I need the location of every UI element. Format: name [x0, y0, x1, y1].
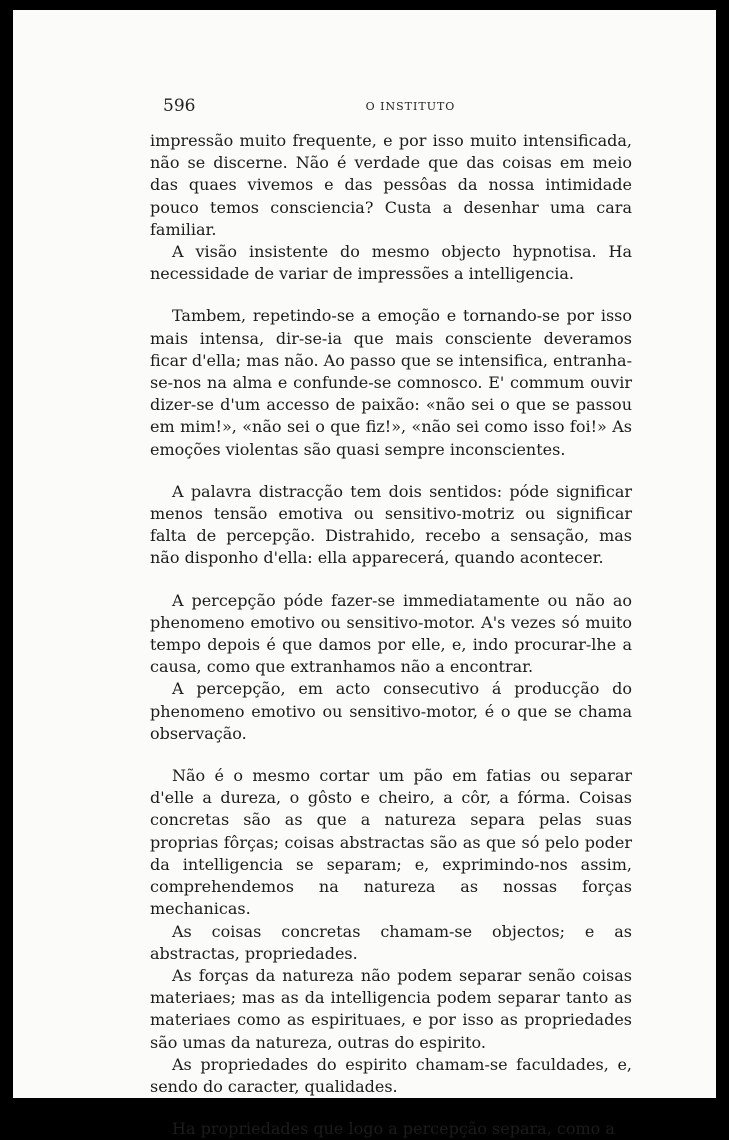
paragraph-gap — [150, 745, 632, 765]
paragraph: Não é o mesmo cortar um pão em fatias ou separar d'elle a dureza, o gôsto e cheiro, a côr, a fórma. Coisas concretas são as que a natureza separa pelas suas proprias fôrças; coisas abstractas são as que só pelo poder da intelligencia se separam; e, exprimindo-nos assim, comprehendemos na natureza as nossas forças mechanicas. — [150, 766, 632, 919]
paragraph: Ha propriedades que logo a percepção separa, como a — [172, 1119, 615, 1139]
paragraph: As coisas concretas chamam-se objectos; e as abstractas, propriedades. — [150, 921, 632, 963]
page-number: 596 — [163, 96, 196, 116]
paragraph: A percepção póde fazer-se immediatamente ou não ao phenomeno emotivo ou sensitivo-motor. A's vezes só muito tempo depois é que damos por elle, e, indo procurar-lhe a causa, como que extranhamos não a encontrar. — [150, 590, 632, 677]
paragraph: As forças da natureza não podem separar senão coisas materiaes; mas as da intelligencia podem separar tanto as materiaes como as espirituaes, e por isso as propriedades são umas da natureza, outras do espirito. — [150, 965, 632, 1052]
paragraph-gap — [150, 285, 632, 305]
paragraph: Tambem, repetindo-se a emoção e tornando-se por isso mais intensa, dir-se-ia que mais consciente deveramos ficar d'ella; mas não. Ao passo que se intensifica, entranha-se-nos na alma e confunde-se comnosco. E' commum ouvir dizer-se d'um accesso de paixão: «não sei o que se passou em mim!», «não sei o que fiz!», «não sei como isso foi!» As emoções violentas são quasi sempre inconscientes. — [150, 306, 632, 459]
paragraph: A palavra distracção tem dois sentidos: póde significar menos tensão emotiva ou sensitivo-motriz ou significar falta de percepção. Distrahido, recebo a sensação, mas não disponho d'ella: ella apparecerá, quando acontecer. — [150, 481, 632, 568]
page-header — [163, 96, 658, 118]
paragraph: A visão insistente do mesmo objecto hypnotisa. Ha necessidade de variar de impressões a intelligencia. — [150, 242, 632, 284]
paragraph-gap — [150, 1098, 632, 1118]
body-text — [150, 130, 632, 1140]
paragraph-gap — [150, 570, 632, 590]
paragraph: A percepção, em acto consecutivo á producção do phenomeno emotivo ou sensitivo-motor, é o que se chama observação. — [150, 679, 632, 743]
paragraph: As propriedades do espirito chamam-se faculdades, e, sendo do caracter, qualidades. — [150, 1054, 632, 1096]
paragraph: impressão muito frequente, e por isso muito intensificada, não se discerne. Não é verdade que das coisas em meio das quaes vivemos e das pessôas da nossa intimidade pouco temos consciencia? Custa a desenhar uma cara familiar. — [150, 131, 632, 239]
paragraph-gap — [150, 461, 632, 481]
running-title: O INSTITUTO — [365, 100, 456, 113]
